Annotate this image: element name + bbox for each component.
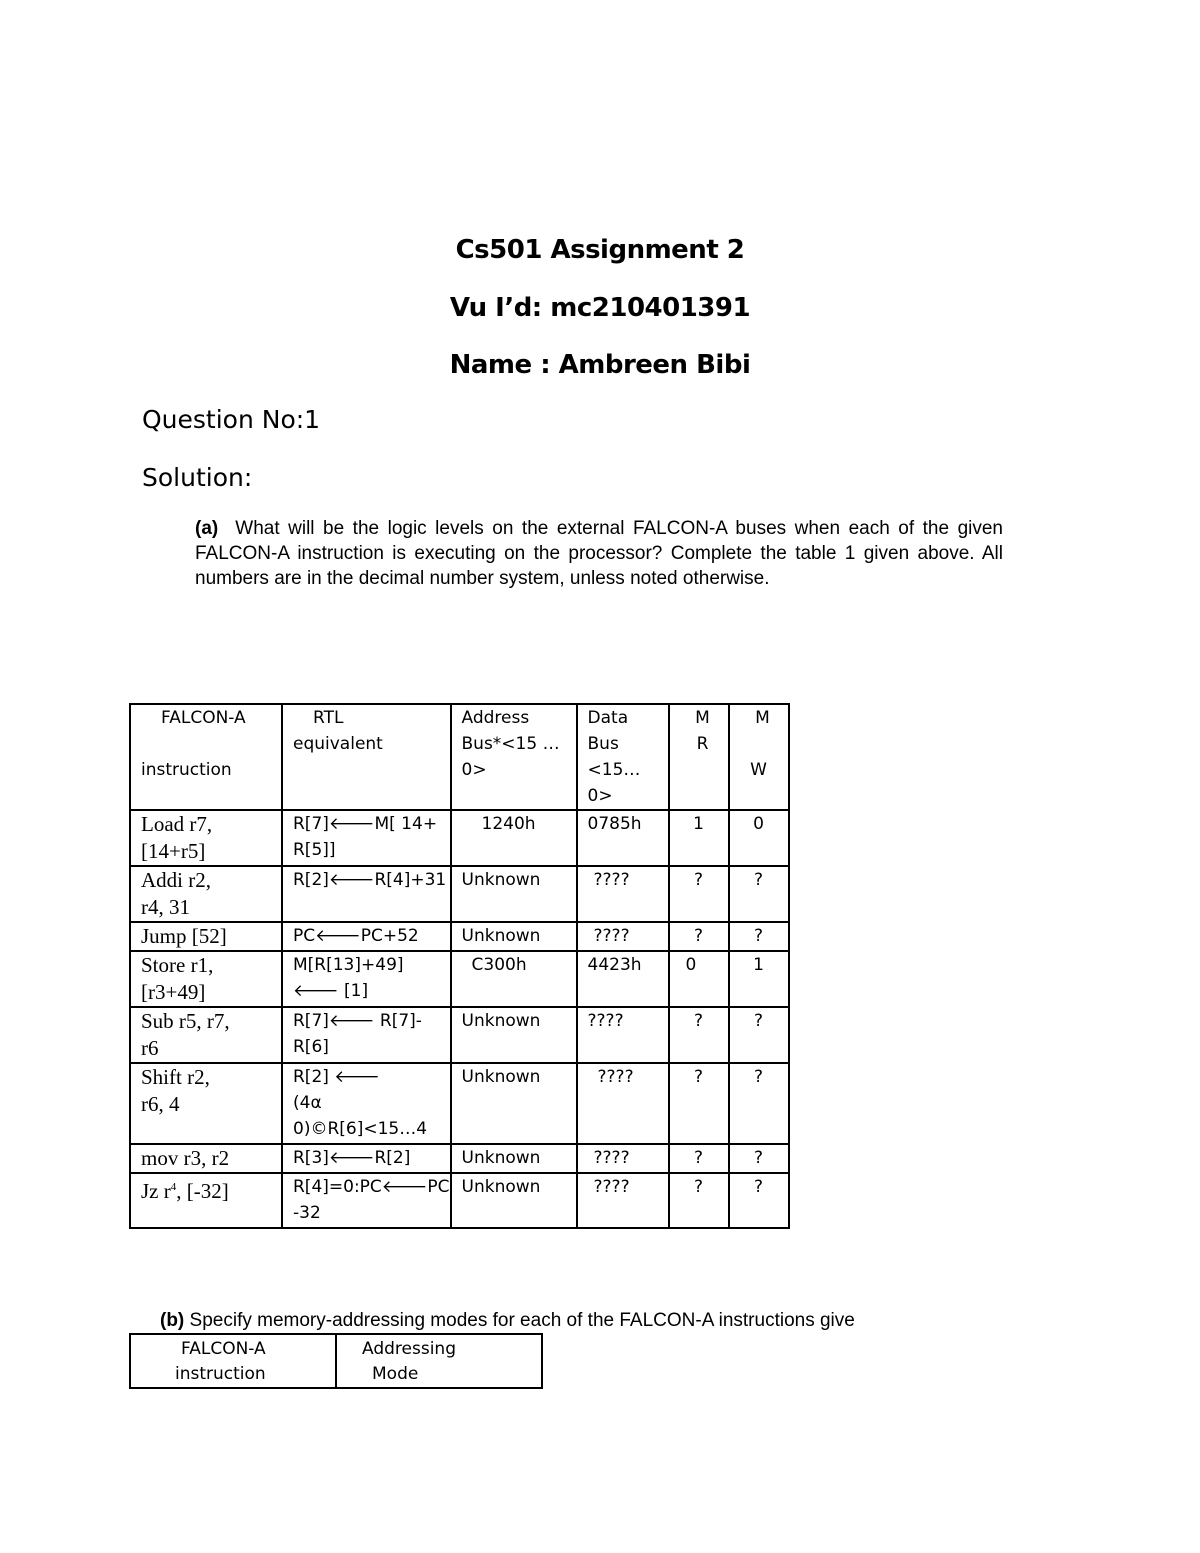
rtl-cell bbox=[282, 866, 451, 922]
header-mr-line2: R bbox=[696, 734, 709, 754]
header-mw bbox=[729, 704, 789, 810]
rtl-line: R[7]🡐 R[7]- bbox=[293, 1011, 422, 1031]
mw-cell: ? bbox=[729, 922, 789, 951]
rtl-cell bbox=[282, 1063, 451, 1144]
header-mode-line1: Addressing bbox=[362, 1339, 456, 1359]
mw-cell: ? bbox=[729, 1144, 789, 1173]
instr-line: r4, 31 bbox=[141, 895, 190, 919]
data-cell: ???? bbox=[577, 1173, 669, 1228]
assignment-title: Cs501 Assignment 2 bbox=[455, 235, 745, 265]
rtl-cell bbox=[282, 951, 451, 1007]
header-mode-line2: Mode bbox=[372, 1364, 419, 1384]
header-instruction-line2: instruction bbox=[175, 1364, 266, 1384]
instr-line: [14+r5] bbox=[141, 839, 206, 863]
part-a-question bbox=[195, 516, 1003, 591]
instr-line: Jump [52] bbox=[141, 924, 227, 948]
instr-line: Sub r5, r7, bbox=[141, 1009, 230, 1033]
rtl-line: R[5]] bbox=[293, 840, 336, 860]
header-mw-line2 bbox=[730, 731, 788, 757]
header-instruction-line1: FALCON-A bbox=[161, 708, 246, 728]
header-instruction-line2 bbox=[161, 731, 281, 757]
mw-cell: ? bbox=[729, 1063, 789, 1144]
header-address-bus bbox=[451, 704, 577, 810]
rtl-line: R[3]🡐R[2] bbox=[293, 1148, 411, 1168]
header-address-line3: 0> bbox=[461, 760, 487, 780]
addressing-mode-table bbox=[129, 1333, 543, 1389]
instr-cell bbox=[130, 1063, 282, 1144]
instr-cell bbox=[130, 866, 282, 922]
data-cell: ???? bbox=[577, 922, 669, 951]
rtl-line: (4α bbox=[293, 1093, 322, 1113]
header-data-line3: <15… bbox=[587, 760, 641, 780]
table-row bbox=[130, 810, 789, 866]
mr-cell: ? bbox=[669, 1144, 729, 1173]
rtl-line: -32 bbox=[293, 1203, 321, 1223]
instr-text: Jz r bbox=[141, 1179, 171, 1203]
rtl-line: R[2] 🡐 bbox=[293, 1067, 380, 1087]
mr-cell: ? bbox=[669, 866, 729, 922]
address-cell: Unknown bbox=[451, 1007, 577, 1063]
part-b-question bbox=[160, 1310, 855, 1332]
table-header-row bbox=[130, 1334, 542, 1388]
rtl-cell bbox=[282, 810, 451, 866]
mr-cell: ? bbox=[669, 1063, 729, 1144]
instr-cell bbox=[130, 1173, 282, 1228]
student-id: Vu I’d: mc210401391 bbox=[449, 293, 751, 323]
instr-cell bbox=[130, 951, 282, 1007]
mw-cell: 0 bbox=[729, 810, 789, 866]
mr-cell: ? bbox=[669, 1007, 729, 1063]
instr-line: Load r7, bbox=[141, 812, 213, 836]
header-rtl bbox=[282, 704, 451, 810]
header-addressing-mode bbox=[336, 1334, 542, 1388]
header-data-line1: Data bbox=[587, 708, 629, 728]
header-address-line2: Bus*<15 … bbox=[461, 734, 560, 754]
instr-line: [r3+49] bbox=[141, 980, 206, 1004]
mr-cell: 1 bbox=[669, 810, 729, 866]
header-mr-line1: M bbox=[695, 708, 710, 728]
instr-cell bbox=[130, 810, 282, 866]
part-b-text: Specify memory-addressing modes for each of the FALCON-A instructions give bbox=[189, 1310, 855, 1331]
part-a-text: What will be the logic levels on the external FALCON-A buses when each of the given FALCON-A instruction is executing on the processor? Complete the table 1 given above. All numbers are in the decimal number system, unless noted otherwise. bbox=[195, 518, 1003, 589]
address-cell: Unknown bbox=[451, 866, 577, 922]
header-address-line1: Address bbox=[461, 708, 530, 728]
instr-line: r6, 4 bbox=[141, 1092, 180, 1116]
header-instruction bbox=[130, 1334, 336, 1388]
rtl-line: PC🡐PC+52 bbox=[293, 926, 419, 946]
rtl-line: M[R[13]+49] bbox=[293, 955, 404, 975]
header-data-line2: Bus bbox=[587, 734, 619, 754]
table-row bbox=[130, 951, 789, 1007]
table-row bbox=[130, 922, 789, 951]
table-row bbox=[130, 1144, 789, 1173]
instr-line: Store r1, bbox=[141, 953, 214, 977]
table-row bbox=[130, 1063, 789, 1144]
rtl-line: R[6] bbox=[293, 1037, 329, 1057]
rtl-line: 🡐 [1] bbox=[293, 981, 369, 1001]
header-rtl-line1: RTL bbox=[313, 708, 344, 728]
part-a-label: (a) bbox=[195, 518, 219, 539]
rtl-cell bbox=[282, 1144, 451, 1173]
rtl-cell bbox=[282, 1173, 451, 1228]
header-mw-line1: M bbox=[755, 708, 770, 728]
header-data-bus bbox=[577, 704, 669, 810]
data-cell: ???? bbox=[577, 1007, 669, 1063]
student-name: Name : Ambreen Bibi bbox=[449, 350, 751, 380]
rtl-cell bbox=[282, 1007, 451, 1063]
instr-cell bbox=[130, 1007, 282, 1063]
mw-cell: ? bbox=[729, 1173, 789, 1228]
header-instruction-line1: FALCON-A bbox=[181, 1339, 266, 1359]
mw-cell: 1 bbox=[729, 951, 789, 1007]
instr-line: Addi r2, bbox=[141, 868, 211, 892]
header-data-line4: 0> bbox=[587, 786, 613, 806]
table-row bbox=[130, 1007, 789, 1063]
data-cell: 4423h bbox=[577, 951, 669, 1007]
address-cell: Unknown bbox=[451, 1173, 577, 1228]
part-b-label: (b) bbox=[160, 1310, 185, 1331]
header-mw-line3: W bbox=[750, 760, 767, 780]
question-heading: Question No:1 bbox=[142, 405, 321, 434]
table-row bbox=[130, 866, 789, 922]
solution-heading: Solution: bbox=[142, 463, 253, 492]
header-instruction bbox=[130, 704, 282, 810]
data-cell: ???? bbox=[577, 1144, 669, 1173]
rtl-line: 0)©R[6]<15…4 bbox=[293, 1119, 428, 1139]
mw-cell: ? bbox=[729, 866, 789, 922]
bus-logic-table bbox=[129, 703, 790, 1229]
rtl-cell bbox=[282, 922, 451, 951]
instr-line: Shift r2, bbox=[141, 1065, 210, 1089]
instr-cell bbox=[130, 1144, 282, 1173]
instr-line: r6 bbox=[141, 1036, 159, 1060]
mr-cell: ? bbox=[669, 1173, 729, 1228]
instr-cell bbox=[130, 922, 282, 951]
instr-superscript: 4 bbox=[170, 1181, 177, 1193]
table-header-row bbox=[130, 704, 789, 810]
address-cell: Unknown bbox=[451, 1063, 577, 1144]
address-cell: Unknown bbox=[451, 1144, 577, 1173]
instr-line: mov r3, r2 bbox=[141, 1146, 230, 1170]
rtl-line: R[2]🡐R[4]+31 bbox=[293, 870, 447, 890]
address-cell: 1240h bbox=[451, 810, 577, 866]
header-mr bbox=[669, 704, 729, 810]
table-row bbox=[130, 1173, 789, 1228]
data-cell: ???? bbox=[577, 1063, 669, 1144]
mr-cell: 0 bbox=[669, 951, 729, 1007]
address-cell: C300h bbox=[451, 951, 577, 1007]
address-cell: Unknown bbox=[451, 922, 577, 951]
instr-text: , [-32] bbox=[176, 1179, 229, 1203]
rtl-line: R[4]=0:PC🡐PC bbox=[293, 1177, 450, 1197]
mw-cell: ? bbox=[729, 1007, 789, 1063]
data-cell: ???? bbox=[577, 866, 669, 922]
header-rtl-line2: equivalent bbox=[293, 734, 383, 754]
rtl-line: R[7]🡐M[ 14+ bbox=[293, 814, 438, 834]
mr-cell: ? bbox=[669, 922, 729, 951]
header-instruction-line3: instruction bbox=[141, 760, 232, 780]
data-cell: 0785h bbox=[577, 810, 669, 866]
